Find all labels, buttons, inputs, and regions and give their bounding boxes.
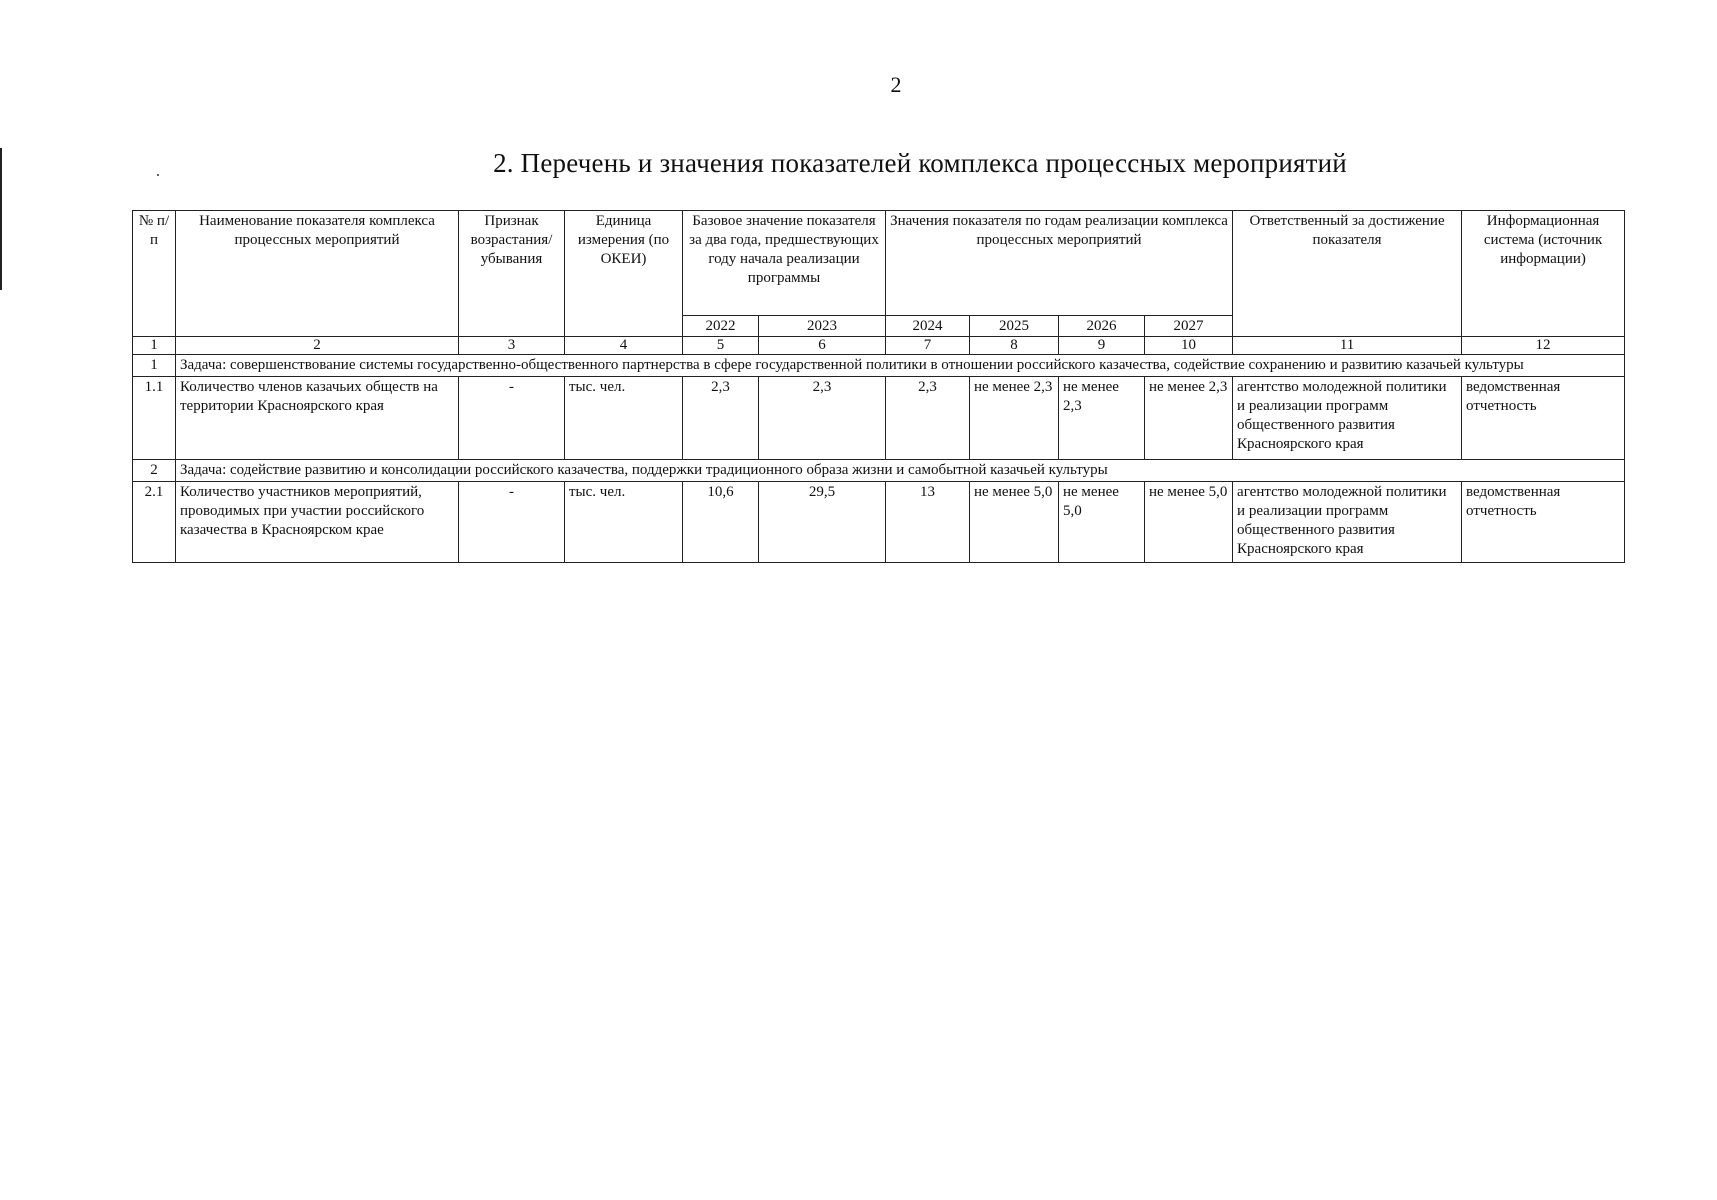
document-title: 2. Перечень и значения показателей комплекса процессных мероприятий bbox=[493, 148, 1347, 178]
task-text: Задача: совершенствование системы государственно-общественного партнерства в сфере государственной политики в отношении российского казачества, содействие сохранению и развитию казачьей культуры bbox=[176, 355, 1625, 377]
value-2023: 2,3 bbox=[759, 377, 886, 460]
responsible-agency: агентство молодежной политики и реализации программ общественного развития Красноярского края bbox=[1233, 482, 1462, 563]
value-2025: не менее 2,3 bbox=[970, 377, 1059, 460]
value-2023: 29,5 bbox=[759, 482, 886, 563]
row-no: 2.1 bbox=[133, 482, 176, 563]
row-no: 1.1 bbox=[133, 377, 176, 460]
indicator-sign: - bbox=[459, 377, 565, 460]
info-source: ведомственная отчетность bbox=[1462, 482, 1625, 563]
column-number: 10 bbox=[1145, 337, 1233, 355]
task-row bbox=[133, 355, 1625, 377]
value-2024: 2,3 bbox=[886, 377, 970, 460]
indicators-table bbox=[132, 210, 1625, 563]
column-number: 8 bbox=[970, 337, 1059, 355]
indicator-unit: тыс. чел. bbox=[565, 482, 683, 563]
indicator-name: Количество участников мероприятий, проводимых при участии российского казачества в Красноярском крае bbox=[176, 482, 459, 563]
column-number: 11 bbox=[1233, 337, 1462, 355]
header-indicator-name: Наименование показателя комплекса процессных мероприятий bbox=[176, 211, 459, 337]
year-cell: 2022 bbox=[683, 316, 759, 337]
column-number: 9 bbox=[1059, 337, 1145, 355]
value-2022: 2,3 bbox=[683, 377, 759, 460]
column-number: 12 bbox=[1462, 337, 1625, 355]
header-sign: Признак возрастания/ убывания bbox=[459, 211, 565, 337]
table-row bbox=[133, 482, 1625, 563]
year-cell: 2026 bbox=[1059, 316, 1145, 337]
header-values-by-year: Значения показателя по годам реализации комплекса процессных мероприятий bbox=[886, 211, 1233, 316]
column-number: 7 bbox=[886, 337, 970, 355]
header-responsible: Ответственный за достижение показателя bbox=[1233, 211, 1462, 337]
column-number: 2 bbox=[176, 337, 459, 355]
task-no: 1 bbox=[133, 355, 176, 377]
column-number: 1 bbox=[133, 337, 176, 355]
value-2027: не менее 5,0 bbox=[1145, 482, 1233, 563]
header-info-system: Информационная система (источник информации) bbox=[1462, 211, 1625, 337]
info-source: ведомственная отчетность bbox=[1462, 377, 1625, 460]
value-2027: не менее 2,3 bbox=[1145, 377, 1233, 460]
year-cell: 2027 bbox=[1145, 316, 1233, 337]
indicator-sign: - bbox=[459, 482, 565, 563]
column-numbers-row bbox=[133, 337, 1625, 355]
value-2022: 10,6 bbox=[683, 482, 759, 563]
responsible-agency: агентство молодежной политики и реализации программ общественного развития Красноярского края bbox=[1233, 377, 1462, 460]
year-cell: 2025 bbox=[970, 316, 1059, 337]
value-2025: не менее 5,0 bbox=[970, 482, 1059, 563]
year-cell: 2023 bbox=[759, 316, 886, 337]
indicator-unit: тыс. чел. bbox=[565, 377, 683, 460]
header-unit: Единица измерения (по ОКЕИ) bbox=[565, 211, 683, 337]
page-number: 2 bbox=[890, 72, 902, 97]
task-row bbox=[133, 460, 1625, 482]
table-row bbox=[133, 377, 1625, 460]
value-2024: 13 bbox=[886, 482, 970, 563]
header-no: № п/п bbox=[133, 211, 176, 337]
scan-edge-mark bbox=[0, 148, 2, 290]
value-2026: не менее 5,0 bbox=[1059, 482, 1145, 563]
task-no: 2 bbox=[133, 460, 176, 482]
indicator-name: Количество членов казачьих обществ на территории Красноярского края bbox=[176, 377, 459, 460]
column-number: 6 bbox=[759, 337, 886, 355]
column-number: 3 bbox=[459, 337, 565, 355]
value-2026: не менее 2,3 bbox=[1059, 377, 1145, 460]
task-text: Задача: содействие развитию и консолидации российского казачества, поддержки традиционного образа жизни и самобытной казачьей культуры bbox=[176, 460, 1625, 482]
column-number: 5 bbox=[683, 337, 759, 355]
header-base-value: Базовое значение показателя за два года, предшествующих году начала реализации программы bbox=[683, 211, 886, 316]
year-cell: 2024 bbox=[886, 316, 970, 337]
table-header-row bbox=[133, 211, 1625, 316]
column-number: 4 bbox=[565, 337, 683, 355]
